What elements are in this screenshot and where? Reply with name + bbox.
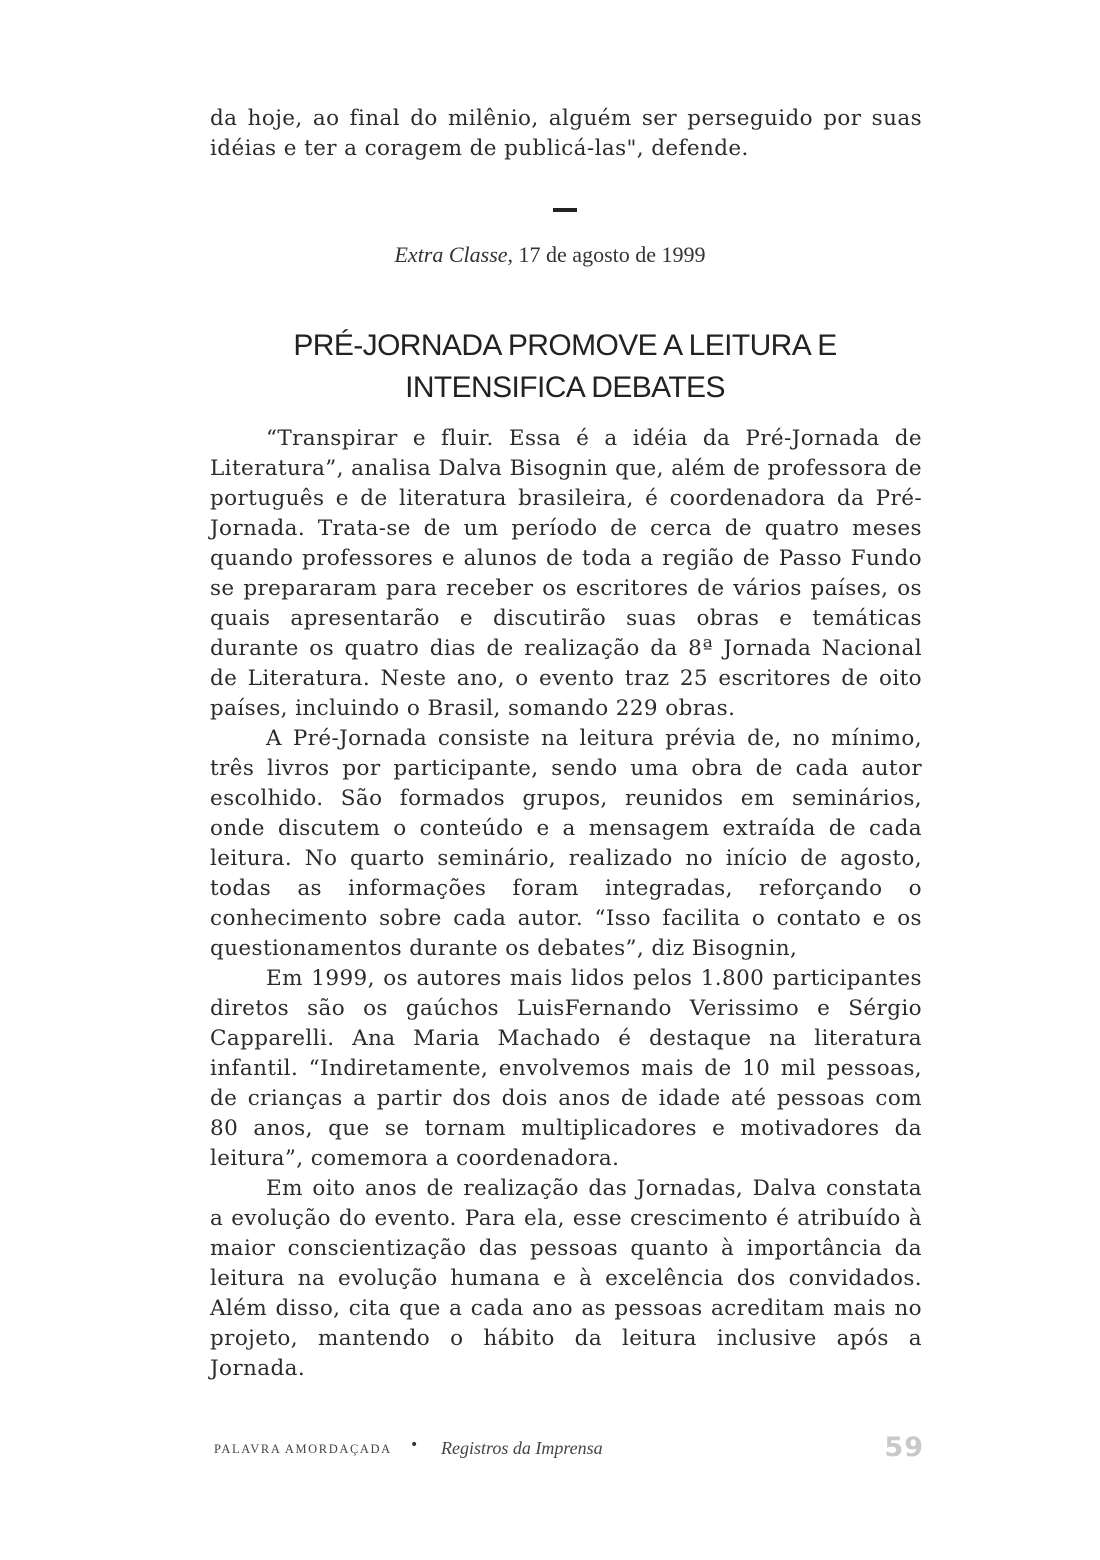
page-number: 59	[884, 1432, 924, 1463]
page-footer	[214, 1432, 924, 1466]
article-paragraph: “Transpirar e fluir. Essa é a idéia da Pré-Jornada de Literatura”, analisa Dalva Bisognin que, além de professora de português e de literatura brasileira, é coordenadora da Pré-Jornada. Trata-se de um período de cerca de quatro meses quando professores e alunos de toda a região de Passo Fundo se prepararam para receber os escritores de vários países, os quais apresentarão e discutirão suas obras e temáticas durante os quatro dias de realização da 8ª Jornada Nacional de Literatura. Neste ano, o evento traz 25 escritores de oito países, incluindo o Brasil, somando 229 obras.	[210, 426, 922, 721]
article-source	[0, 242, 1100, 268]
article-title	[240, 325, 890, 409]
source-publication: Extra Classe	[394, 242, 508, 267]
continued-paragraph: da hoje, ao final do milênio, alguém ser perseguido por suas idéias e ter a coragem de publicá-las", defende.	[210, 106, 922, 161]
article-paragraph: A Pré-Jornada consiste na leitura prévia de, no mínimo, três livros por participante, sendo uma obra de cada autor escolhido. São formados grupos, reunidos em seminários, onde discutem o conteúdo e a mensagem extraída de cada leitura. No quarto seminário, realizado no início de agosto, todas as informações foram integradas, reforçando o conhecimento sobre cada autor. “Isso facilita o contato e os questionamentos durante os debates”, diz Bisognin,	[210, 726, 922, 961]
article-title-line-2: INTENSIFICA DEBATES	[405, 371, 725, 405]
article-paragraph: Em 1999, os autores mais lidos pelos 1.800 participantes diretos são os gaúchos LuisFernando Verissimo e Sérgio Capparelli. Ana Maria Machado é destaque na literatura infantil. “Indiretamente, envolvemos mais de 10 mil pessoas, de crianças a partir dos dois anos de idade até pessoas com 80 anos, que se tornam multiplicadores e motivadores da leitura”, comemora a coordenadora.	[210, 966, 922, 1171]
footer-book-title: PALAVRA AMORDAÇADA	[214, 1442, 392, 1456]
section-divider	[553, 208, 577, 212]
article-body	[210, 424, 922, 1384]
footer-bullet: •	[410, 1437, 419, 1453]
continued-text	[210, 104, 922, 164]
article-paragraph: Em oito anos de realização das Jornadas, Dalva constata a evolução do evento. Para ela, esse crescimento é atribuído à maior conscientização das pessoas quanto à importância da leitura na evolução humana e à excelência dos convidados. Além disso, cita que a cada ano as pessoas acreditam mais no projeto, mantendo o hábito da leitura inclusive após a Jornada.	[210, 1176, 922, 1381]
source-date: , 17 de agosto de 1999	[507, 242, 706, 267]
footer-section-title: Registros da Imprensa	[441, 1438, 603, 1458]
article-title-line-1: PRÉ-JORNADA PROMOVE A LEITURA E	[293, 329, 837, 363]
